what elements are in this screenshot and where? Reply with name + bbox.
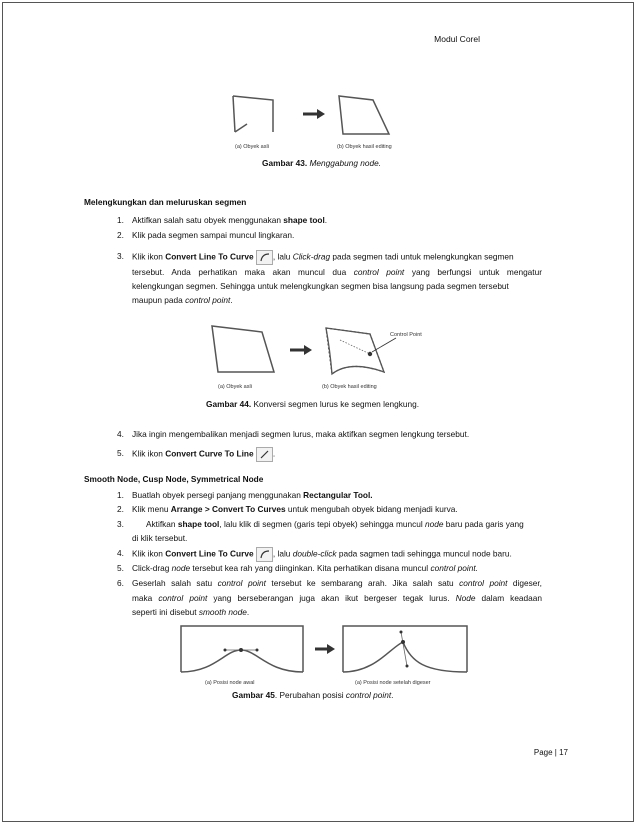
s2-item1-pre: Buatlah obyek persegi panjang menggunakan [132,490,304,500]
s1-item4: Jika ingin mengembalikan menjadi segmen lurus, maka aktifkan segmen lengkung tersebut. [132,429,470,439]
s1-item1-bold: shape tool [283,215,325,225]
s2-item3-mid: , lalu klik di segmen (garis tepi obyek) sehingga muncul [219,519,426,529]
fig43-label-a: (a) Obyek asli [235,144,269,150]
s2-item4-italic: double-click [292,548,337,559]
fig45-caption-pre: . Perubahan posisi [274,690,346,700]
section2-heading: Smooth Node, Cusp Node, Symmetrical Node [84,474,264,484]
s1-item1 [132,214,327,226]
s2-line2-italic: control point [158,593,208,603]
s2-item2 [132,503,458,515]
s2-item5-mid: tersebut kea rah yang diinginkan. Kita perhatikan disana muncul [190,563,431,573]
s1-item1-num: 1. [117,215,124,225]
fig45-label-b: (a) Posisi node setelah digeser [355,680,431,686]
s2-line3-post: . [246,607,250,617]
s2-item6-pre: Geserlah salah satu [132,578,218,588]
s2-item3-post: baru pada garis yang [443,519,524,529]
s1-item3-mid: , lalu [272,251,293,262]
fig45-caption-italic: control point [345,690,392,700]
s2-item6-line2 [132,592,542,604]
s2-item6-italic: control point [217,578,266,588]
s1-line2-post: yang berfungsi untuk mengatur [404,267,542,277]
s1-item5-pre: Klik ikon [132,448,166,459]
s2-line2-post: dalam keadaan [475,593,543,603]
s1-line2-pre: tersebut. Anda perhatikan maka akan muncul dua [132,267,354,277]
s2-item3 [146,518,524,530]
fig44-caption [206,399,419,409]
s1-line4-post: . [230,295,233,305]
s2-item2-bold: Arrange > Convert To Curves [170,504,286,514]
s1-line4-pre: maupun pada [132,295,186,305]
section1-heading: Melengkungkan dan meluruskan segmen [84,197,247,207]
s2-item6-italic2: control point [459,578,508,588]
s2-line2-mid: yang berseberangan juga akan ikut bergeser tegak lurus. [207,593,456,603]
s1-item3-line4 [132,294,233,306]
fig43-caption [262,158,381,168]
s1-item3-pre: Klik ikon [132,251,166,262]
s2-item5-pre: Click-drag [132,563,172,573]
s2-line3-italic: smooth node [198,607,247,617]
s1-item2: Klik pada segmen sampai muncul lingkaran. [132,230,295,240]
fig43-caption-italic: Menggabung node. [309,158,382,168]
figure-44 [200,320,440,395]
fig44-label-cp: Control Point [390,332,422,338]
s2-item2-post: untuk mengubah obyek bidang menjadi kurva. [285,504,458,514]
s2-item5-num: 5. [117,563,124,573]
s1-item5-post: . [272,448,276,459]
s2-item6-line3 [132,606,249,618]
fig44-label-a: (a) Obyek asli [218,384,252,390]
fig44-label-b: (b) Obyek hasil editing [322,384,377,390]
fig44-caption-text: Konversi segmen lurus ke segmen lengkung. [253,399,420,409]
s2-line2-pre: maka [132,593,159,603]
fig45-caption-post: . [391,690,394,700]
fig45-label-a: (a) Posisi node awal [205,680,255,686]
s2-item2-num: 2. [117,504,124,514]
s2-item4 [132,547,512,562]
s2-item6-post: digeser, [507,578,542,588]
page-number: Page | 17 [533,748,568,757]
fig45-caption-bold: Gambar 45 [232,690,275,700]
s1-item4-num: 4. [117,429,124,439]
s2-item3-num: 3. [117,519,124,529]
s2-item6-num: 6. [117,578,124,588]
fig45-caption [232,690,393,700]
s1-item3-line2 [132,266,542,278]
convert-curve-to-line-icon [256,447,276,462]
convert-line-to-curve-icon-2 [256,547,273,562]
s2-item1-num: 1. [117,490,124,500]
s2-item3-line2: di klik tersebut. [132,533,188,543]
s2-item6-mid: tersebut ke sembarang arah. Jika salah satu [265,578,460,588]
s1-item1-pre: Aktifkan salah satu obyek menggunakan [132,215,284,225]
s1-item5 [132,447,275,462]
s2-item6 [132,577,542,589]
s2-line2-italic2: Node [455,593,476,603]
s1-item2-num: 2. [117,230,124,240]
header-title: Modul Corel [434,34,480,44]
s2-item5-italic2: control point. [430,563,478,573]
fig44-caption-bold: Gambar 44. [206,399,252,409]
convert-line-to-curve-icon [256,250,273,265]
s1-item3-post: pada segmen tadi untuk melengkungkan segmen [330,251,514,262]
s1-item3-italic: Click-drag [292,251,331,262]
s1-item3-bold: Convert Line To Curve [165,251,254,262]
s2-item3-pre: Aktifkan [146,519,178,529]
s1-item3-line3: kelengkungan segmen. Sehingga untuk melengkungkan segmen bisa langsung pada segmen tersebut [132,281,509,291]
fig43-label-b: (b) Obyek hasil editing [337,144,392,150]
fig43-caption-bold: Gambar 43. [262,158,308,168]
s2-item4-post: pada sagmen tadi sehingga muncul node baru. [336,548,512,559]
figure-43 [225,90,415,154]
s2-item4-mid: , lalu [272,548,293,559]
s2-item4-bold: Convert Line To Curve [165,548,254,559]
s1-item1-post: . [324,215,328,225]
s1-item5-bold: Convert Curve To Line [165,448,254,459]
s2-item2-pre: Klik menu [132,504,171,514]
s2-line3-pre: seperti ini disebut [132,607,199,617]
s1-line2-italic: control point [353,267,405,277]
s2-item1-bold: Rectangular Tool. [303,490,373,500]
s2-item4-num: 4. [117,548,124,558]
s2-item3-bold: shape tool [177,519,220,529]
s2-item3-italic: node [425,519,444,529]
s1-item5-num: 5. [117,448,124,458]
s2-item4-pre: Klik ikon [132,548,166,559]
s2-item1 [132,489,373,501]
s1-item3 [132,250,514,265]
s2-item5-italic: node [171,563,191,573]
figure-45 [175,622,475,688]
s2-item5 [132,562,478,574]
s1-line4-italic: control point [185,295,231,305]
s1-item3-num: 3. [117,251,124,261]
